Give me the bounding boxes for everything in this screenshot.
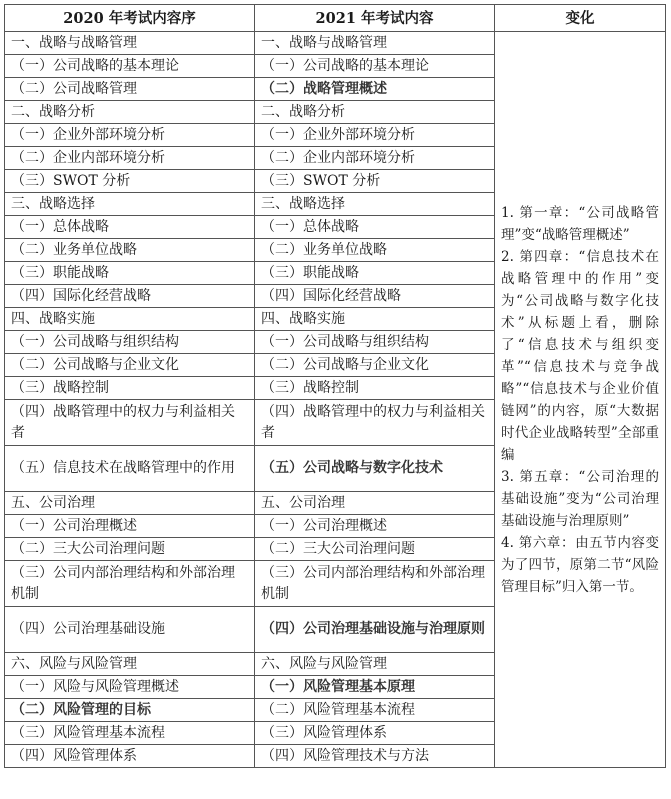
cell-2021: （三）职能战略 <box>255 262 495 285</box>
cell-2021: （四）公司治理基础设施与治理原则 <box>255 607 495 653</box>
cell-2020: （二）风险管理的目标 <box>5 699 255 722</box>
cell-2021: （二）公司战略与企业文化 <box>255 354 495 377</box>
cell-2020: （五）信息技术在战略管理中的作用 <box>5 446 255 492</box>
cell-2021: 一、战略与战略管理 <box>255 32 495 55</box>
cell-2020: 五、公司治理 <box>5 492 255 515</box>
table-row <box>5 32 666 55</box>
cell-2020: （二）企业内部环境分析 <box>5 147 255 170</box>
cell-2020: （三）SWOT 分析 <box>5 170 255 193</box>
cell-2021: 六、风险与风险管理 <box>255 653 495 676</box>
cell-2021: 二、战略分析 <box>255 101 495 124</box>
cell-2020: （二）三大公司治理问题 <box>5 538 255 561</box>
change-item: 3. 第五章：“公司治理的基础设施”变为“公司治理基础设施与治理原则” <box>501 468 659 529</box>
change-item: 1. 第一章：“公司战略管理”变“战略管理概述” <box>501 204 659 243</box>
cell-2021: （一）企业外部环境分析 <box>255 124 495 147</box>
cell-2021: （二）业务单位战略 <box>255 239 495 262</box>
cell-2021: 四、战略实施 <box>255 308 495 331</box>
cell-2020: 二、战略分析 <box>5 101 255 124</box>
cell-2021: （二）三大公司治理问题 <box>255 538 495 561</box>
cell-2021: （一）公司战略与组织结构 <box>255 331 495 354</box>
cell-2021: 三、战略选择 <box>255 193 495 216</box>
cell-2021: 五、公司治理 <box>255 492 495 515</box>
cell-2020: （四）公司治理基础设施 <box>5 607 255 653</box>
cell-2020: （四）战略管理中的权力与利益相关者 <box>5 400 255 446</box>
cell-2020: （一）风险与风险管理概述 <box>5 676 255 699</box>
cell-2020: （二）业务单位战略 <box>5 239 255 262</box>
cell-2021: （三）公司内部治理结构和外部治理机制 <box>255 561 495 607</box>
header-row <box>5 5 666 32</box>
cell-2020: （四）国际化经营战略 <box>5 285 255 308</box>
cell-2020: （一）总体战略 <box>5 216 255 239</box>
cell-2021: （四）风险管理技术与方法 <box>255 745 495 768</box>
cell-2021: （四）战略管理中的权力与利益相关者 <box>255 400 495 446</box>
cell-2020: 三、战略选择 <box>5 193 255 216</box>
cell-2020: （一）公司战略与组织结构 <box>5 331 255 354</box>
cell-2021: （二）风险管理基本流程 <box>255 699 495 722</box>
header-2020: 2020 年考试内容序 <box>5 5 255 32</box>
cell-2021: （三）SWOT 分析 <box>255 170 495 193</box>
cell-2020: 四、战略实施 <box>5 308 255 331</box>
cell-2020: （一）公司战略的基本理论 <box>5 55 255 78</box>
change-cell <box>495 32 666 768</box>
change-item: 2. 第四章：“信息技术在战略管理中的作用”变为“公司战略与数字化技术”从标题上看，删除了“信息技术与组织变革”“信息技术与竞争战略”“信息技术与企业价值链网”的内容，原“大数据时代企业战略转型”全部重编 <box>501 248 659 463</box>
header-2021: 2021 年考试内容 <box>255 5 495 32</box>
cell-2021: （一）公司治理概述 <box>255 515 495 538</box>
cell-2020: （三）风险管理基本流程 <box>5 722 255 745</box>
change-item: 4. 第六章：由五节内容变为了四节，原第二节“风险管理目标”归入第一节。 <box>501 534 659 595</box>
cell-2021: （五）公司战略与数字化技术 <box>255 446 495 492</box>
cell-2020: （三）公司内部治理结构和外部治理机制 <box>5 561 255 607</box>
cell-2021: （二）企业内部环境分析 <box>255 147 495 170</box>
cell-2020: （三）职能战略 <box>5 262 255 285</box>
cell-2021: （三）战略控制 <box>255 377 495 400</box>
cell-2020: （一）公司治理概述 <box>5 515 255 538</box>
cell-2020: （二）公司战略管理 <box>5 78 255 101</box>
cell-2021: （一）总体战略 <box>255 216 495 239</box>
table-body <box>5 32 666 768</box>
cell-2021: （二）战略管理概述 <box>255 78 495 101</box>
cell-2020: 六、风险与风险管理 <box>5 653 255 676</box>
header-change: 变化 <box>495 5 666 32</box>
cell-2020: （二）公司战略与企业文化 <box>5 354 255 377</box>
cell-2020: （四）风险管理体系 <box>5 745 255 768</box>
cell-2021: （三）风险管理体系 <box>255 722 495 745</box>
cell-2021: （一）公司战略的基本理论 <box>255 55 495 78</box>
cell-2020: （三）战略控制 <box>5 377 255 400</box>
comparison-table <box>4 4 666 768</box>
cell-2020: （一）企业外部环境分析 <box>5 124 255 147</box>
cell-2021: （四）国际化经营战略 <box>255 285 495 308</box>
cell-2021: （一）风险管理基本原理 <box>255 676 495 699</box>
cell-2020: 一、战略与战略管理 <box>5 32 255 55</box>
